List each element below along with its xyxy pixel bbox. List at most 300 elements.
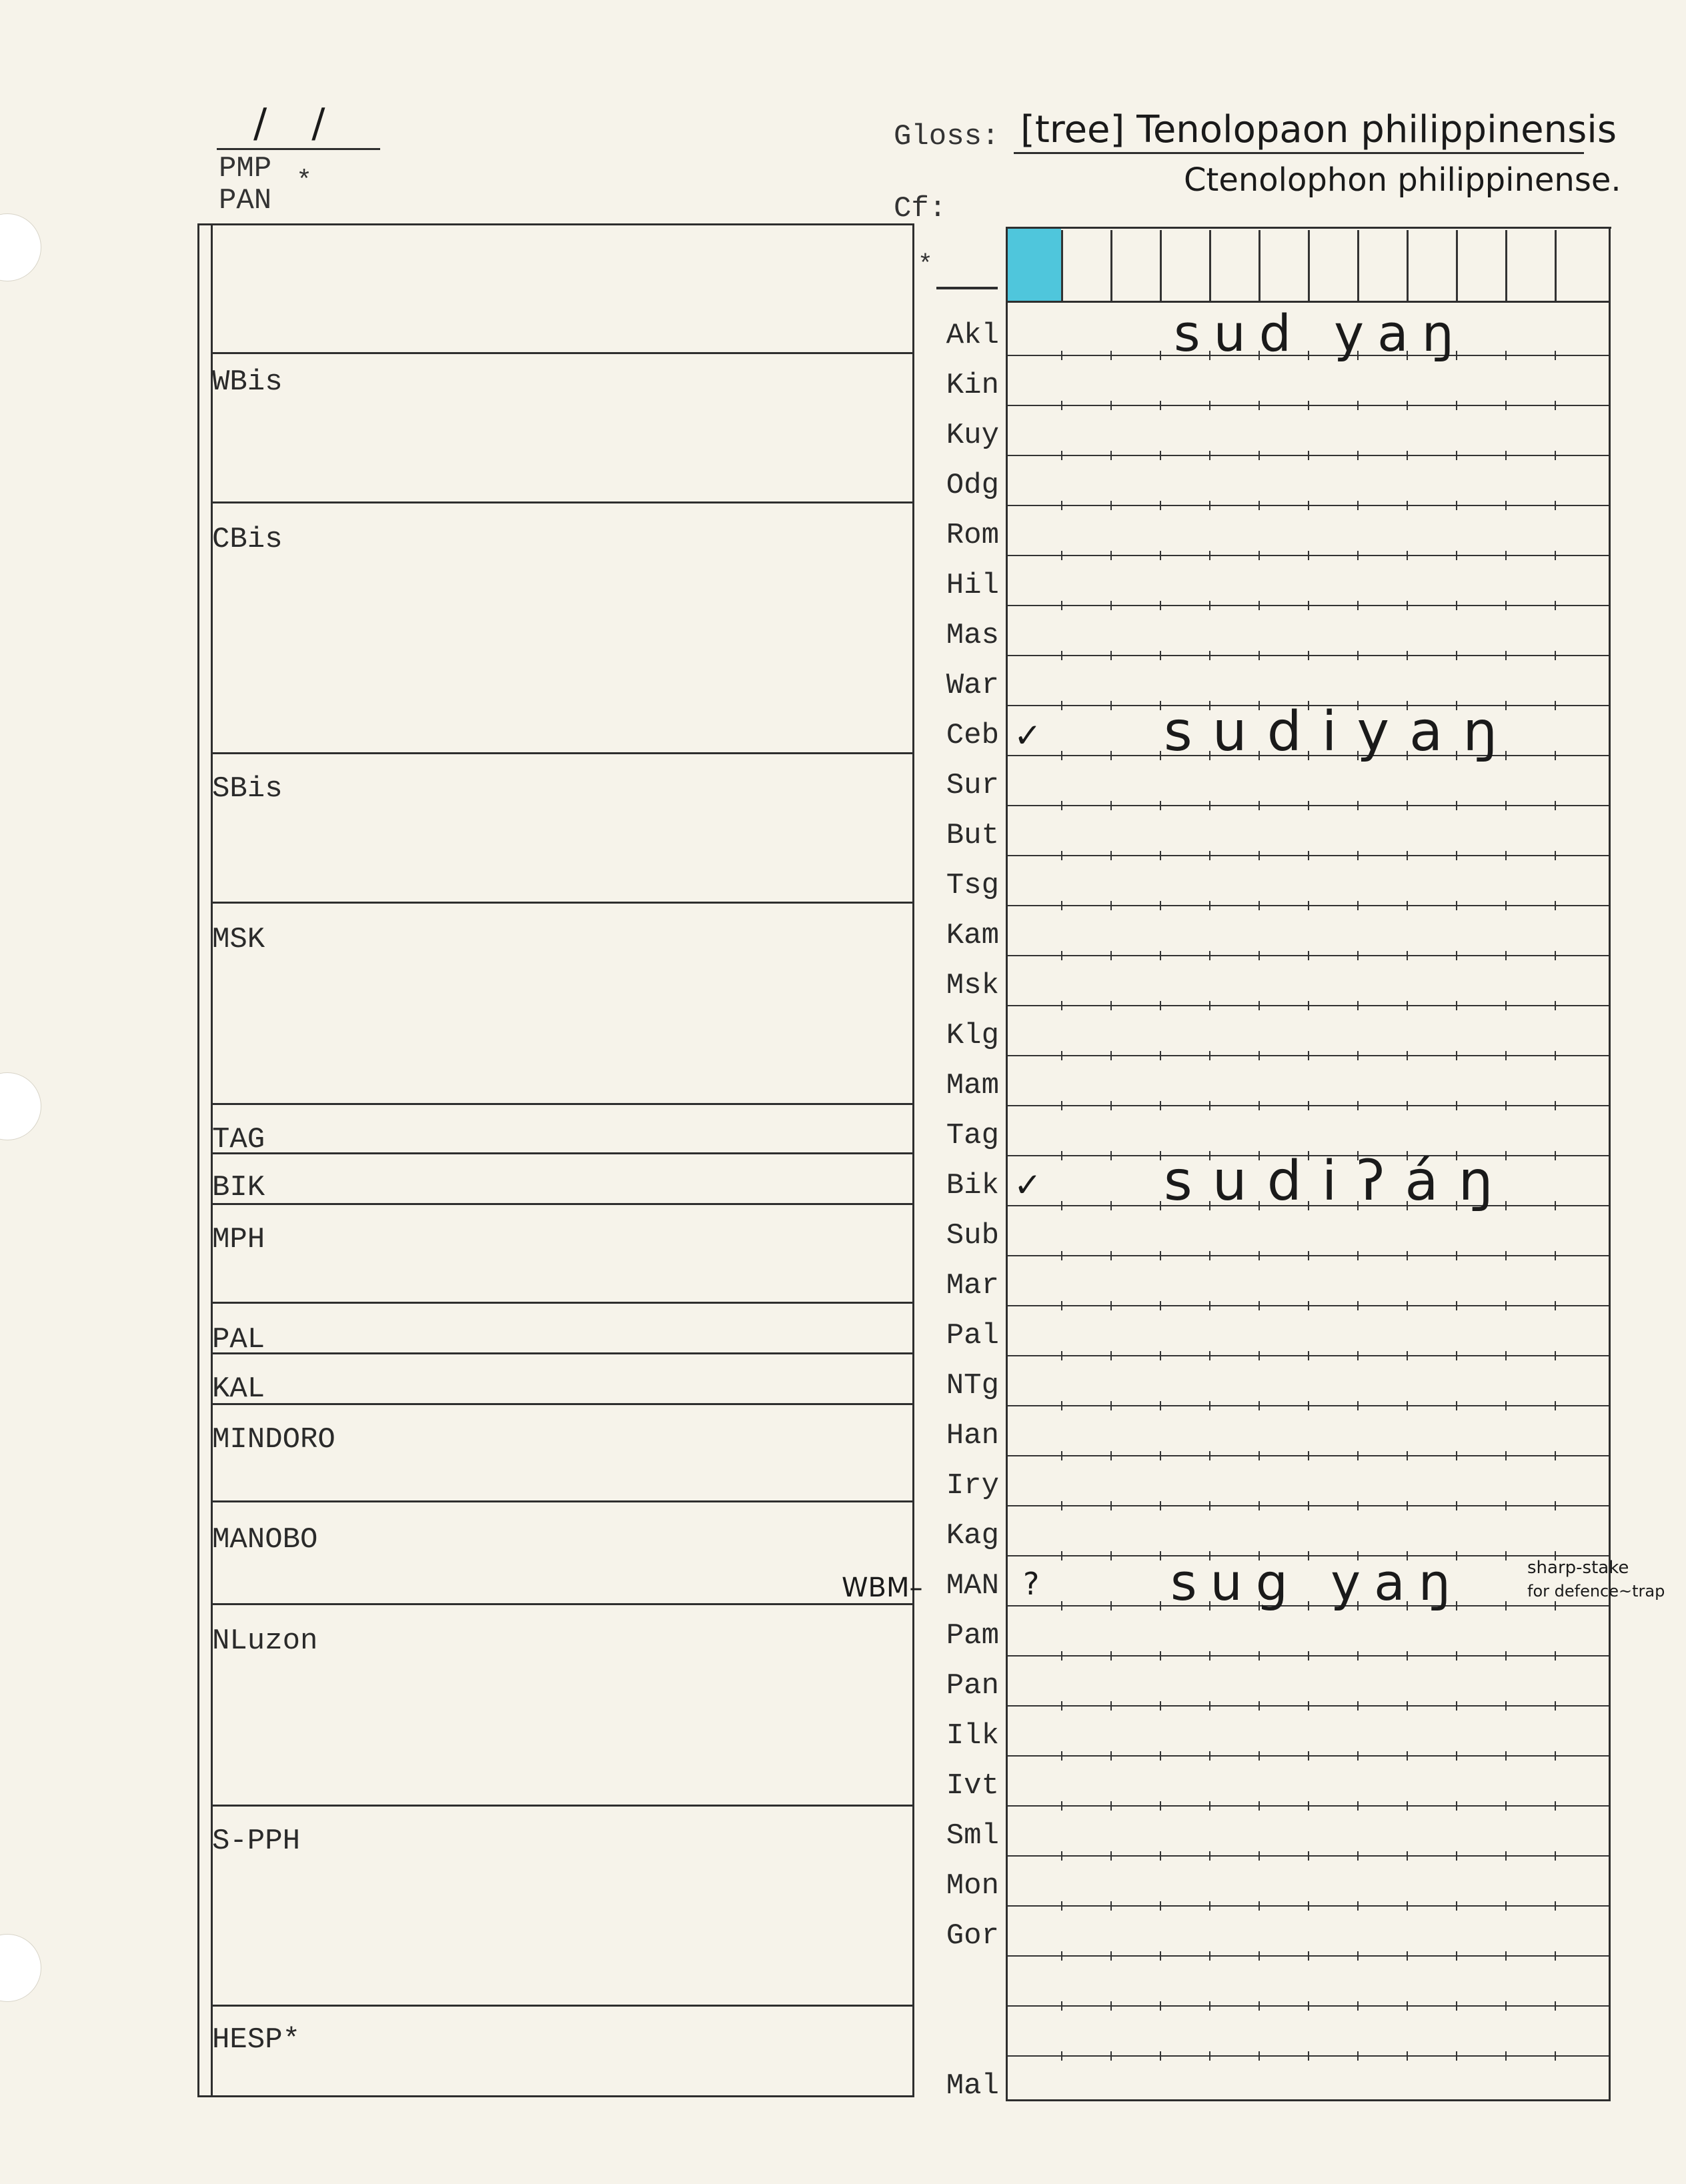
entry-rule-tick (1456, 1851, 1457, 1861)
entry-rule-tick (1456, 1951, 1457, 1961)
entry-rule-tick (1505, 1901, 1507, 1911)
entry-rule-tick (1555, 1251, 1556, 1260)
lang-label-rom: Rom (946, 519, 999, 552)
entry-rule-tick (1555, 2051, 1556, 2061)
entry-rule-tick (1505, 801, 1507, 810)
entry-rule-tick (1258, 1051, 1260, 1060)
entry-rule-tick (1258, 901, 1260, 910)
lang-label-kam: Kam (946, 919, 999, 952)
entry-rule-tick (1357, 501, 1359, 510)
entry-rule-tick (1061, 1851, 1062, 1861)
entry-rule-tick (1308, 651, 1309, 660)
entry-rule-tick (1061, 651, 1062, 660)
entry-rule-tick (1407, 1951, 1408, 1961)
entry-rule-tick (1110, 851, 1112, 860)
entry-rule-tick (1160, 1701, 1161, 1711)
entry-rule-tick (1209, 451, 1210, 460)
entry-rule-tick (1258, 601, 1260, 610)
group-divider (211, 1203, 914, 1205)
entry-rule-tick (1209, 851, 1210, 860)
entry-rule-tick (1061, 1551, 1062, 1560)
entry-rule-tick (1160, 2051, 1161, 2061)
cf-label: Cf: (894, 192, 947, 225)
entry-rule-tick (1110, 1951, 1112, 1961)
entry-rule-tick (1357, 1651, 1359, 1661)
lang-label-but: But (946, 819, 999, 852)
entry-rule-tick (1258, 1901, 1260, 1911)
entry-rule-tick (1110, 1451, 1112, 1460)
entry-rule-tick (1061, 401, 1062, 410)
entry-rule-tick (1160, 1601, 1161, 1610)
binder-hole-top (0, 213, 41, 281)
lang-label-ilk: Ilk (946, 1719, 999, 1753)
lang-label-sml: Sml (946, 1819, 999, 1853)
date-underline (217, 148, 380, 150)
entry-rule-tick (1357, 1701, 1359, 1711)
entry-rule-tick (1308, 451, 1309, 460)
entry-man-form: sug yaŋ (1170, 1552, 1464, 1612)
entry-rule-tick (1505, 401, 1507, 410)
entry-rule-tick (1110, 1351, 1112, 1360)
entry-rule-tick (1505, 1551, 1507, 1560)
frame-left-outer (197, 223, 199, 2097)
entry-rule-tick (1061, 1201, 1062, 1210)
lang-column-right (1006, 227, 1008, 2101)
entry-rule-tick (1209, 801, 1210, 810)
entry-rule-tick (1061, 1401, 1062, 1410)
entry-rule-tick (1061, 1801, 1062, 1811)
entry-rule-tick (1258, 1951, 1260, 1961)
group-label-tag: TAG (212, 1123, 265, 1156)
entry-rule-tick (1555, 851, 1556, 860)
entry-rule-tick (1110, 1651, 1112, 1661)
entry-rule-tick (1308, 551, 1309, 560)
entry-rule-tick (1555, 1501, 1556, 1510)
entry-rule-tick (1209, 1501, 1210, 1510)
entry-rule-tick (1505, 1651, 1507, 1661)
lang-label-pam: Pam (946, 1619, 999, 1653)
entry-rule-tick (1209, 1301, 1210, 1310)
entry-rule-tick (1308, 801, 1309, 810)
group-label-mph: MPH (212, 1223, 265, 1256)
entry-rule-tick (1505, 1501, 1507, 1510)
entry-ceb-check: ✓ (1014, 716, 1042, 755)
entry-rule-tick (1555, 1201, 1556, 1210)
entry-rule-tick (1160, 1051, 1161, 1060)
entry-rule-tick (1555, 451, 1556, 460)
group-divider (211, 752, 914, 754)
entry-rule-tick (1209, 1251, 1210, 1260)
entry-rule-tick (1160, 1751, 1161, 1761)
entry-rule-tick (1407, 1301, 1408, 1310)
entry-rule-tick (1258, 1451, 1260, 1460)
group-label-nluzon: NLuzon (212, 1624, 318, 1658)
entry-rule-tick (1505, 1951, 1507, 1961)
entry-rule-tick (1209, 1051, 1210, 1060)
entry-rule-tick (1061, 701, 1062, 710)
entry-rule-tick (1505, 901, 1507, 910)
entry-rule-tick (1505, 1401, 1507, 1410)
entry-rule-tick (1110, 2001, 1112, 2011)
entry-rule-tick (1160, 2001, 1161, 2011)
entry-rule-tick (1061, 501, 1062, 510)
entry-rule-tick (1061, 351, 1062, 360)
grid-cell (1456, 230, 1505, 301)
entry-rule-tick (1061, 1601, 1062, 1610)
entry-rule-tick (1357, 1451, 1359, 1460)
entry-rule-tick (1407, 1801, 1408, 1811)
entry-rule-tick (1555, 651, 1556, 660)
entry-rule-tick (1308, 1351, 1309, 1360)
proto-cell-star: * (918, 251, 933, 279)
entry-rule-tick (1209, 551, 1210, 560)
entry-man-note-line1: sharp-stake (1527, 1558, 1629, 1578)
group-label-hesp: HESP* (212, 2023, 301, 2057)
entry-rule-tick (1160, 1951, 1161, 1961)
gloss-label: Gloss: (894, 120, 1000, 153)
entry-rule-tick (1160, 1401, 1161, 1410)
entry-rule-tick (1407, 1901, 1408, 1911)
entry-rule-tick (1308, 1701, 1309, 1711)
entry-rule-tick (1209, 1901, 1210, 1911)
entry-rule-tick (1505, 1101, 1507, 1110)
entry-rule-tick (1061, 1901, 1062, 1911)
entry-rule-tick (1357, 1901, 1359, 1911)
entry-rule-tick (1110, 1551, 1112, 1560)
entry-rule-tick (1407, 1401, 1408, 1410)
entry-rule-tick (1505, 1001, 1507, 1010)
entry-rule-tick (1456, 401, 1457, 410)
proto-cell-underline (936, 287, 998, 289)
lang-label-mas: Mas (946, 619, 999, 652)
entry-rule-tick (1160, 1901, 1161, 1911)
lang-label-bik: Bik (946, 1169, 999, 1202)
entry-rule-tick (1258, 1351, 1260, 1360)
entry-rule-tick (1555, 1401, 1556, 1410)
entry-rule-tick (1061, 1251, 1062, 1260)
entry-rule-tick (1456, 601, 1457, 610)
entry-rule-tick (1407, 1351, 1408, 1360)
entry-rule-tick (1357, 901, 1359, 910)
date-field: / / (253, 100, 341, 147)
entry-rule-tick (1160, 701, 1161, 710)
entry-rule-tick (1308, 1051, 1309, 1060)
entry-rule-tick (1209, 1451, 1210, 1460)
entry-rule-tick (1407, 1701, 1408, 1711)
group-label-wbis: WBis (212, 365, 283, 399)
entry-rule-tick (1407, 1251, 1408, 1260)
entry-rule-tick (1160, 751, 1161, 760)
entry-rule-tick (1555, 801, 1556, 810)
entry-rule-tick (1505, 1701, 1507, 1711)
entry-rule-tick (1555, 1001, 1556, 1010)
entry-rule-tick (1505, 551, 1507, 560)
entry-rule-tick (1209, 2051, 1210, 2061)
entry-rule-tick (1209, 501, 1210, 510)
entry-rule-tick (1258, 501, 1260, 510)
entry-bik-form: sudiʔáŋ (1164, 1150, 1513, 1213)
entry-rule-tick (1258, 1701, 1260, 1711)
entry-rule-tick (1258, 951, 1260, 960)
frame-bottom-right (1006, 2099, 1611, 2101)
entry-rule-tick (1308, 1851, 1309, 1861)
entry-rule-tick (1160, 1801, 1161, 1811)
entry-rule-tick (1456, 1501, 1457, 1510)
entry-akl-form: sud yaŋ (1174, 303, 1467, 363)
entry-rule-tick (1308, 1651, 1309, 1661)
entry-rule-tick (1505, 1851, 1507, 1861)
entry-rule-tick (1555, 1651, 1556, 1661)
group-divider (211, 1302, 914, 1304)
entry-rule-tick (1110, 601, 1112, 610)
entry-rule-tick (1258, 651, 1260, 660)
entry-man-note-line2: for defence~trap (1527, 1582, 1665, 1600)
proto-star: * (296, 167, 313, 197)
entry-rule-tick (1061, 1501, 1062, 1510)
entry-rule-tick (1357, 2001, 1359, 2011)
lang-label-akl: Akl (946, 319, 999, 352)
lang-label-klg: Klg (946, 1019, 999, 1052)
entry-rule-tick (1061, 1101, 1062, 1110)
pmp-label: PMP (219, 152, 272, 185)
entry-rule-tick (1505, 1801, 1507, 1811)
grid-cell (1357, 230, 1407, 301)
entry-rule-tick (1505, 1451, 1507, 1460)
entry-rule-tick (1209, 951, 1210, 960)
entry-rule-tick (1061, 1351, 1062, 1360)
group-column-right (912, 223, 914, 2097)
entry-rule-tick (1209, 1351, 1210, 1360)
entry-rule-tick (1209, 1101, 1210, 1110)
entry-rule-tick (1555, 1101, 1556, 1110)
entry-rule-tick (1258, 1001, 1260, 1010)
entry-rule-tick (1505, 1301, 1507, 1310)
entry-rule-tick (1209, 1951, 1210, 1961)
entry-rule-tick (1407, 2051, 1408, 2061)
entry-rule-tick (1308, 1901, 1309, 1911)
binder-hole-middle (0, 1072, 41, 1140)
lang-label-mal: Mal (946, 2069, 999, 2103)
entry-rule-tick (1209, 901, 1210, 910)
entry-rule-tick (1555, 401, 1556, 410)
entry-rule-tick (1456, 501, 1457, 510)
entry-rule-tick (1357, 601, 1359, 610)
entry-rule-tick (1160, 851, 1161, 860)
entry-bik-check: ✓ (1014, 1166, 1042, 1204)
entry-rule-tick (1456, 1001, 1457, 1010)
entry-rule-tick (1357, 1001, 1359, 1010)
entry-rule-tick (1555, 1151, 1556, 1160)
entry-rule-tick (1061, 2051, 1062, 2061)
entry-rule-tick (1555, 1351, 1556, 1360)
entry-rule-tick (1308, 951, 1309, 960)
entry-rule-tick (1258, 451, 1260, 460)
entry-rule-tick (1505, 1251, 1507, 1260)
entry-rule-tick (1555, 1801, 1556, 1811)
entry-rule-tick (1357, 1101, 1359, 1110)
entry-rule-tick (1160, 1301, 1161, 1310)
group-label-cbis: CBis (212, 523, 283, 556)
entry-rule-tick (1456, 1751, 1457, 1761)
gloss-line2: Ctenolophon philippinense. (1184, 161, 1621, 199)
entry-rule-tick (1160, 501, 1161, 510)
entry-rule-tick (1555, 2001, 1556, 2011)
entry-rule-tick (1258, 1851, 1260, 1861)
entry-rule-tick (1061, 451, 1062, 460)
entry-rule-tick (1061, 901, 1062, 910)
entry-rule-tick (1555, 751, 1556, 760)
grid-cell (1061, 230, 1110, 301)
group-divider (211, 1500, 914, 1502)
entry-rule-tick (1357, 451, 1359, 460)
entry-rule-tick (1110, 1251, 1112, 1260)
wbm-label: WBM– (842, 1572, 923, 1603)
lang-label-iry: Iry (946, 1469, 999, 1502)
entry-rule-tick (1555, 701, 1556, 710)
entry-rule-tick (1258, 801, 1260, 810)
entry-rule-tick (1258, 1651, 1260, 1661)
entry-rule-tick (1407, 1501, 1408, 1510)
entry-rule-tick (1209, 2001, 1210, 2011)
entry-rule-tick (1160, 1001, 1161, 1010)
entry-rule-tick (1160, 1851, 1161, 1861)
entry-rule-tick (1110, 1001, 1112, 1010)
entry-rule-tick (1110, 1501, 1112, 1510)
entry-rule-tick (1505, 2051, 1507, 2061)
entry-rule-tick (1110, 1801, 1112, 1811)
entry-rule-tick (1555, 1451, 1556, 1460)
entry-rule-tick (1407, 951, 1408, 960)
entry-rule-tick (1110, 551, 1112, 560)
entry-rule-tick (1407, 551, 1408, 560)
entry-rule-tick (1308, 1951, 1309, 1961)
entry-rule-tick (1456, 1701, 1457, 1711)
entry-rule-tick (1456, 1901, 1457, 1911)
entry-rule-tick (1308, 601, 1309, 610)
lang-label-msk: Msk (946, 969, 999, 1002)
lang-label-ceb: Ceb (946, 719, 999, 752)
entry-rule-tick (1258, 1251, 1260, 1260)
entry-rule-tick (1505, 451, 1507, 460)
entry-rule-tick (1456, 901, 1457, 910)
entry-rule-tick (1357, 1301, 1359, 1310)
entry-rule-tick (1258, 1501, 1260, 1510)
group-divider (211, 1403, 914, 1405)
entry-rule-tick (1258, 1801, 1260, 1811)
entry-rule-tick (1209, 1001, 1210, 1010)
entry-rule-tick (1308, 1301, 1309, 1310)
entry-rule-tick (1456, 951, 1457, 960)
entry-rule-tick (1110, 2051, 1112, 2061)
entry-rule-tick (1258, 401, 1260, 410)
group-divider (211, 902, 914, 904)
entry-rule-tick (1456, 1301, 1457, 1310)
entry-rule-tick (1061, 1751, 1062, 1761)
lang-label-kuy: Kuy (946, 419, 999, 452)
entry-rule-tick (1555, 1751, 1556, 1761)
entry-rule-tick (1209, 1701, 1210, 1711)
lang-label-war: War (946, 669, 999, 702)
entry-rule-tick (1357, 1351, 1359, 1360)
entry-rule-tick (1061, 1151, 1062, 1160)
entry-rule-tick (1505, 2001, 1507, 2011)
lang-label-man: MAN (946, 1569, 999, 1602)
entry-rule-tick (1456, 1801, 1457, 1811)
entry-rule-tick (1407, 451, 1408, 460)
entry-rule-tick (1407, 1101, 1408, 1110)
entry-rule-tick (1209, 1851, 1210, 1861)
grid-cell (1555, 230, 1604, 301)
entry-rule-tick (1555, 1851, 1556, 1861)
entry-rule-tick (1061, 951, 1062, 960)
entry-rule-tick (1308, 501, 1309, 510)
entry-rule-tick (1061, 751, 1062, 760)
entry-rule-tick (1061, 2001, 1062, 2011)
lang-label-ntg: NTg (946, 1369, 999, 1402)
entry-rule-tick (1456, 551, 1457, 560)
entry-rule-tick (1061, 1451, 1062, 1460)
entry-rule-tick (1407, 651, 1408, 660)
entry-rule-tick (1357, 1501, 1359, 1510)
entry-rule-tick (1110, 951, 1112, 960)
entry-rule-tick (1407, 2001, 1408, 2011)
lang-label-kin: Kin (946, 369, 999, 402)
group-label-pal: PAL (212, 1323, 265, 1356)
entry-ceb-form: sudiyaŋ (1164, 700, 1518, 764)
lang-label-tag: Tag (946, 1119, 999, 1152)
frame-top-left (197, 223, 914, 225)
entry-rule-tick (1160, 1651, 1161, 1661)
entry-rule-tick (1160, 1451, 1161, 1460)
lang-label-odg: Odg (946, 469, 999, 502)
entry-rule-tick (1456, 1451, 1457, 1460)
group-label-mindoro: MINDORO (212, 1423, 335, 1456)
entry-rule-tick (1407, 601, 1408, 610)
entry-rule-tick (1061, 1951, 1062, 1961)
entry-rule-tick (1110, 1151, 1112, 1160)
entry-rule-tick (1110, 1851, 1112, 1861)
group-divider (211, 352, 914, 354)
entry-rule-tick (1061, 851, 1062, 860)
entry-rule-tick (1110, 501, 1112, 510)
entry-rule-tick (1555, 901, 1556, 910)
entry-rule-tick (1308, 1801, 1309, 1811)
entry-rule-tick (1407, 1651, 1408, 1661)
lang-label-gor: Gor (946, 1919, 999, 1953)
entry-rule-tick (1160, 951, 1161, 960)
entry-rule-tick (1555, 1901, 1556, 1911)
entry-rule-tick (1357, 1751, 1359, 1761)
grid-cell (1209, 230, 1258, 301)
grid-cell (1160, 230, 1209, 301)
entry-rule-tick (1308, 1451, 1309, 1460)
entry-rule-tick (1407, 851, 1408, 860)
entry-rule-tick (1061, 1301, 1062, 1310)
group-divider (211, 1603, 914, 1605)
entry-rule-tick (1555, 951, 1556, 960)
entry-man-mark: ? (1023, 1566, 1040, 1602)
entry-rule-tick (1505, 651, 1507, 660)
entry-rule-tick (1357, 651, 1359, 660)
grid-cell (1407, 230, 1456, 301)
entry-rule-tick (1308, 901, 1309, 910)
entry-rule-tick (1160, 1351, 1161, 1360)
lang-label-mar: Mar (946, 1269, 999, 1302)
grid-cell (1505, 230, 1555, 301)
grid-cell (1308, 230, 1357, 301)
entry-rule-tick (1505, 1351, 1507, 1360)
group-divider (211, 1152, 914, 1154)
